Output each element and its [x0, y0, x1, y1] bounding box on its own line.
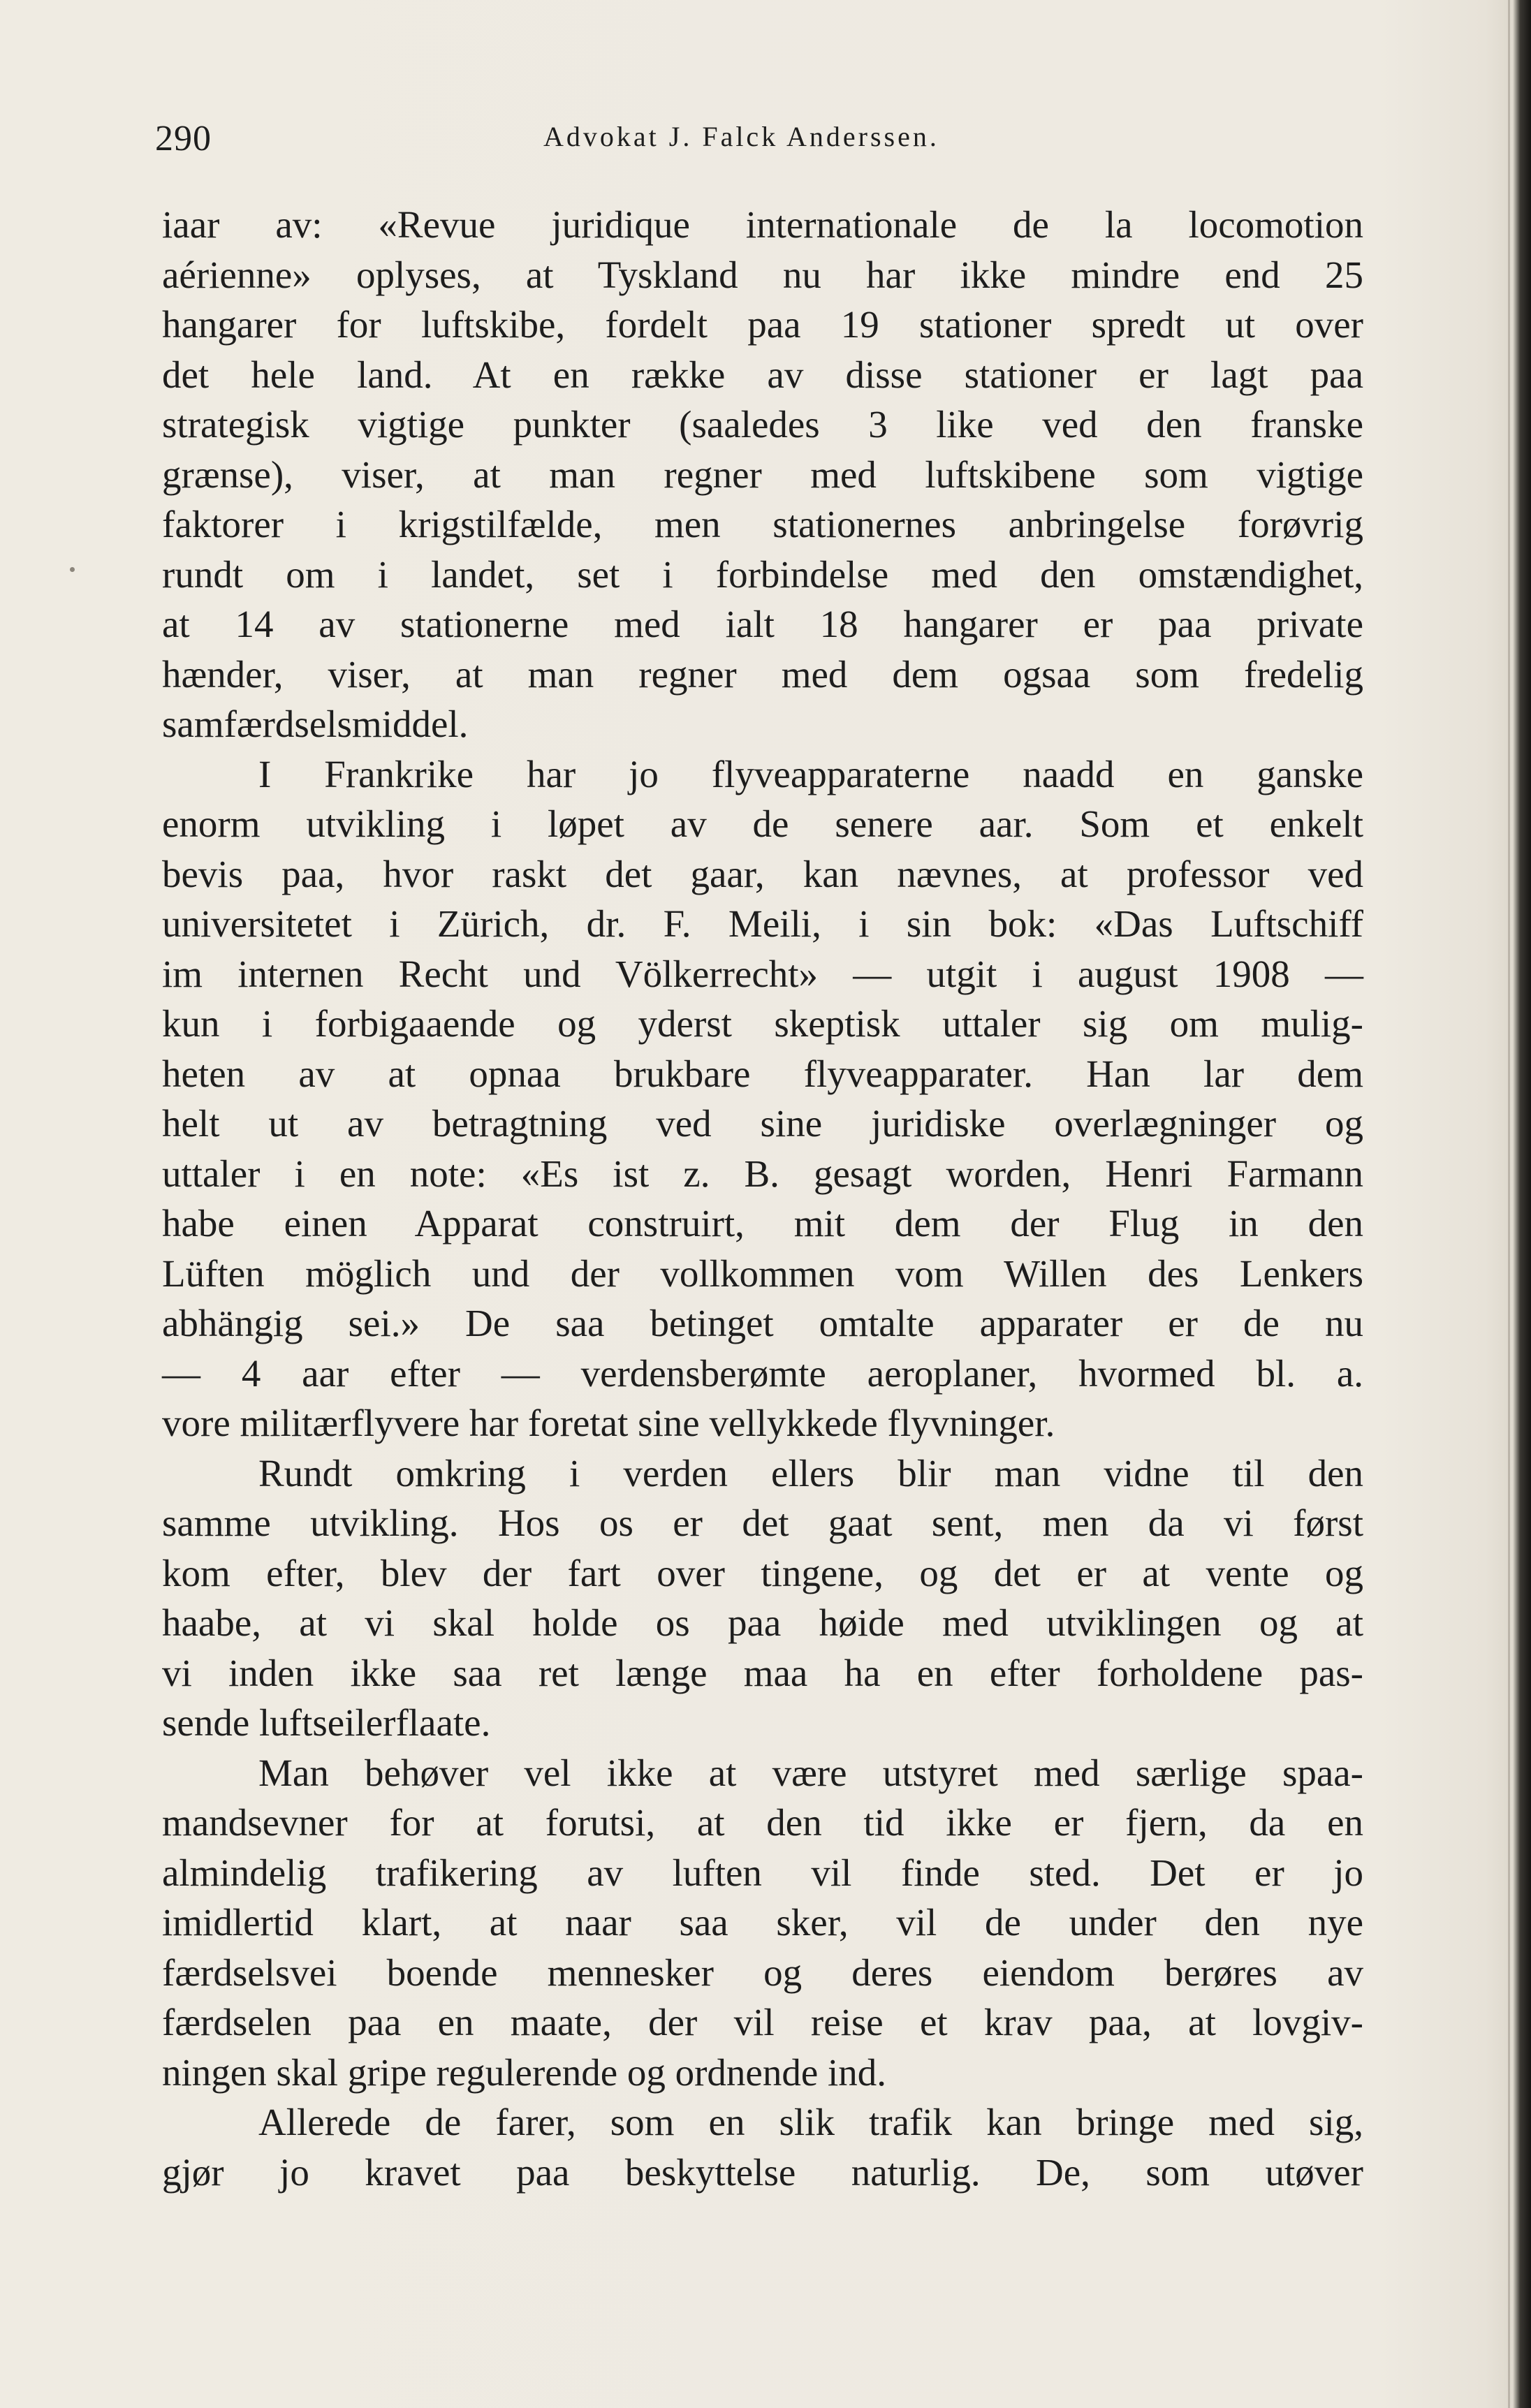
text-line: mandsevner for at forutsi, at den tid ikke er fjern, da en — [162, 1801, 1363, 1844]
text-line: grænse), viser, at man regner med luftskibene som vigtige — [162, 453, 1363, 496]
text-line: im internen Recht und Völkerrecht» — utgit i august 1908 — — [162, 952, 1363, 995]
text-line: at 14 av stationerne med ialt 18 hangarer er paa private — [162, 603, 1363, 645]
text-line: vi inden ikke saa ret længe maa ha en efter forholdene pas- — [162, 1651, 1363, 1694]
text-line: Rundt omkring i verden ellers blir man vidne til den — [258, 1451, 1363, 1495]
text-line: det hele land. At en række av disse stationer er lagt paa — [162, 353, 1363, 396]
text-line: vore militærflyvere har foretat sine vellykkede flyvninger. — [162, 1402, 1055, 1444]
text-line: faktorer i krigstilfælde, men stationernes anbringelse forøvrig — [162, 503, 1363, 545]
text-line: haabe, at vi skal holde os paa høide med utviklingen og at — [162, 1601, 1363, 1644]
text-line: gjør jo kravet paa beskyttelse naturlig. De, som utøver — [162, 2150, 1363, 2194]
text-line: helt ut av betragtning ved sine juridiske overlægninger og — [162, 1102, 1363, 1145]
text-line: universitetet i Zürich, dr. F. Meili, i sin bok: «Das Luftschiff — [162, 902, 1363, 945]
paper-speck — [70, 567, 75, 572]
text-line: samfærdselsmiddel. — [162, 703, 469, 745]
running-title: Advokat J. Falck Anderssen. — [543, 121, 939, 152]
text-line: habe einen Apparat construirt, mit dem der Flug in den — [162, 1202, 1363, 1245]
page-number: 290 — [155, 119, 212, 159]
text-line: hangarer for luftskibe, fordelt paa 19 stationer spredt ut over — [162, 303, 1363, 346]
scan-edge-shadow — [1513, 0, 1531, 2408]
text-line: — 4 aar efter — verdensberømte aeroplaner, hvormed bl. a. — [162, 1351, 1363, 1395]
text-line: strategisk vigtige punkter (saaledes 3 like ved den franske — [162, 403, 1363, 446]
text-line: iaar av: «Revue juridique internationale de la locomotion — [162, 203, 1363, 246]
text-line: imidlertid klart, at naar saa sker, vil de under den nye — [162, 1901, 1363, 1944]
text-line: Lüften möglich und der vollkommen vom Willen des Lenkers — [162, 1251, 1363, 1295]
text-line: ningen skal gripe regulerende og ordnende ind. — [162, 2050, 887, 2094]
text-line: heten av at opnaa brukbare flyveapparater. Han lar dem — [162, 1052, 1363, 1095]
text-line: færdselen paa en maate, der vil reise et krav paa, at lovgiv- — [162, 2001, 1363, 2043]
text-line: aérienne» oplyses, at Tyskland nu har ikke mindre end 25 — [162, 253, 1363, 296]
text-line: enorm utvikling i løpet av de senere aar. Som et enkelt — [162, 802, 1363, 845]
text-line: almindelig trafikering av luften vil finde sted. Det er jo — [162, 1851, 1363, 1894]
text-line: kun i forbigaaende og yderst skeptisk uttaler sig om mulig- — [162, 1002, 1363, 1045]
text-line: bevis paa, hvor raskt det gaar, kan nævnes, at professor ved — [162, 852, 1363, 895]
text-line: rundt om i landet, set i forbindelse med den omstændighet, — [162, 552, 1363, 596]
text-line: hænder, viser, at man regner med dem ogsaa som fredelig — [162, 652, 1363, 696]
body-text — [162, 200, 1363, 2197]
text-line: I Frankrike har jo flyveapparaterne naadd en ganske — [258, 752, 1363, 795]
scan-edge-line — [1508, 0, 1510, 2408]
text-line: Allerede de farer, som en slik trafik kan bringe med sig, — [258, 2101, 1363, 2143]
text-line: sende luftseilerflaate. — [162, 1701, 491, 1744]
text-line: færdselsvei boende mennesker og deres eiendom berøres av — [162, 1951, 1363, 1994]
page-header — [155, 114, 1366, 170]
text-line: samme utvikling. Hos os er det gaat sent, men da vi først — [162, 1502, 1363, 1544]
text-line: abhängig sei.» De saa betinget omtalte apparater er de nu — [162, 1302, 1363, 1344]
text-line: Man behøver vel ikke at være utstyret med særlige spaa- — [258, 1751, 1363, 1794]
text-line: kom efter, blev der fart over tingene, og det er at vente og — [162, 1551, 1363, 1594]
text-line: uttaler i en note: «Es ist z. B. gesagt worden, Henri Farmann — [162, 1152, 1363, 1195]
